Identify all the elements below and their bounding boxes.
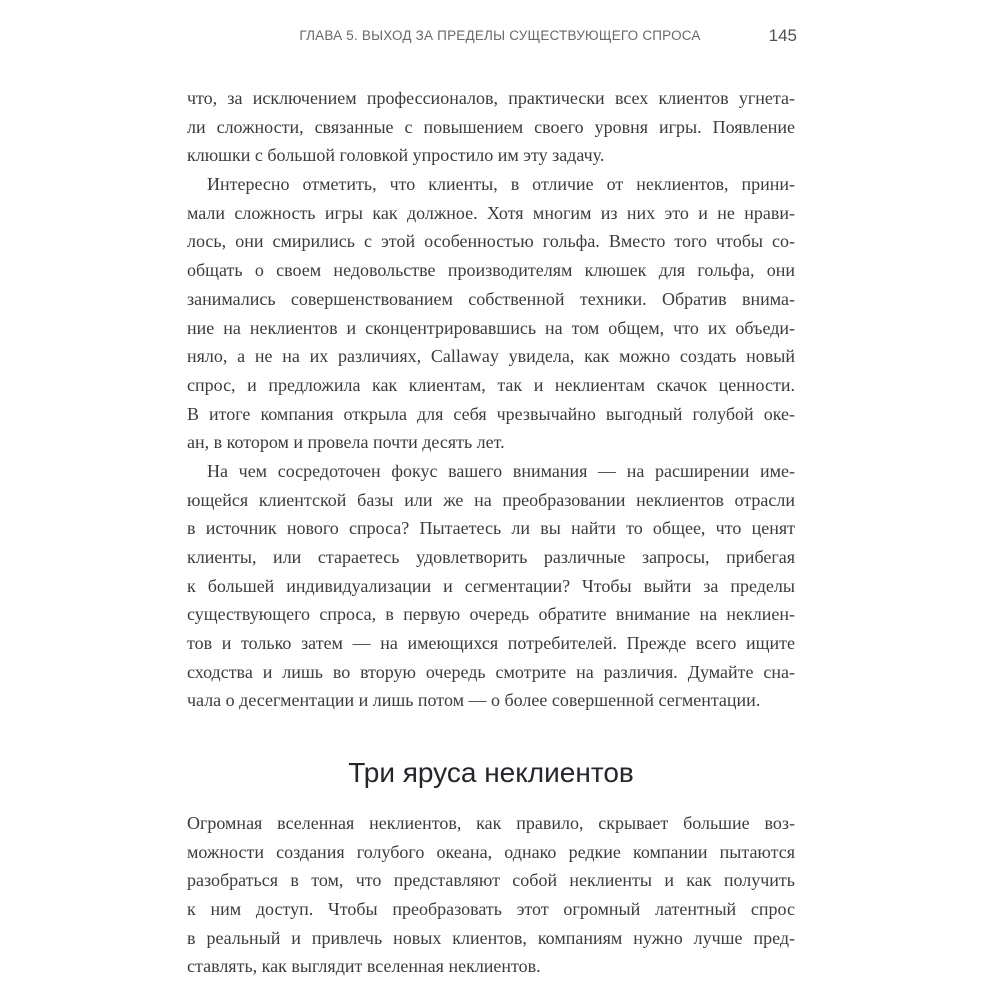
page-number: 145 <box>768 26 797 45</box>
text-line: клиенты, или стараетесь удовлетворить различные запросы, прибегая <box>187 547 795 567</box>
text-line: общать о своем недовольстве производителям клюшек для гольфа, они <box>187 260 795 281</box>
text-line: разобраться в том, что представляют собой неклиенты и как получить <box>187 870 795 891</box>
text-line: можности создания голубого океана, однако редкие компании пытаются <box>187 841 795 862</box>
text-line: к большей индивидуализации и сегментации? Чтобы выйти за пределы <box>187 575 795 596</box>
chapter-header-title: ГЛАВА 5. ВЫХОД ЗА ПРЕДЕЛЫ СУЩЕСТВУЮЩЕГО СПРОСА <box>299 28 701 43</box>
text-line: няло, а не на их различиях, Callaway увидела, как можно создать новый <box>187 346 795 367</box>
text-line: ставлять, как выглядит вселенная неклиентов. <box>187 956 541 977</box>
text-line: сходства и лишь во вторую очередь смотрите на различия. Думайте сна- <box>187 661 795 682</box>
text-line: в источник нового спроса? Пытаетесь ли вы найти то общее, что ценят <box>187 518 795 539</box>
text-line: существующего спроса, в первую очередь обратите внимание на неклиен- <box>187 604 795 625</box>
text-line: На чем сосредоточен фокус вашего внимания — на расширении име- <box>207 460 795 481</box>
section-text <box>187 809 795 981</box>
text-line: ан, в котором и провела почти десять лет. <box>187 432 505 453</box>
text-line: в реальный и привлечь новых клиентов, компаниям нужно лучше пред- <box>187 927 795 948</box>
text-line: к ним доступ. Чтобы преобразовать этот огромный латентный спрос <box>187 899 795 920</box>
section-heading: Три яруса неклиентов <box>348 757 634 788</box>
text-line: ющейся клиентской базы или же на преобразовании неклиентов отрасли <box>187 489 795 510</box>
text-line: ли сложности, связанные с повышением своего уровня игры. Появление <box>187 116 795 137</box>
text-line: Огромная вселенная неклиентов, как правило, скрывает большие воз- <box>187 813 795 833</box>
running-head <box>0 28 1000 48</box>
text-line: мали сложность игры как должное. Хотя многим из них это и не нрави- <box>187 202 795 223</box>
text-line: спрос, и предложила как клиентам, так и неклиентам скачок ценности. <box>187 374 795 395</box>
text-line: что, за исключением профессионалов, практически всех клиентов угнета- <box>187 88 795 108</box>
text-line: клюшки с большой головкой упростило им эту задачу. <box>187 145 605 166</box>
text-line: чала о десегментации и лишь потом — о более совершенной сегментации. <box>187 690 761 711</box>
text-line: тов и только затем — на имеющихся потребителей. Прежде всего ищите <box>187 633 795 654</box>
text-line: В итоге компания открыла для себя чрезвычайно выгодный голубой оке- <box>187 403 795 424</box>
body-text <box>187 84 795 715</box>
text-line: занимались совершенствованием собственной техники. Обратив внима- <box>187 288 795 309</box>
text-line: лось, они смирились с этой особенностью гольфа. Вместо того чтобы со- <box>187 231 795 252</box>
text-line: Интересно отметить, что клиенты, в отличие от неклиентов, прини- <box>207 174 795 195</box>
text-line: ние на неклиентов и сконцентрировавшись на том общем, что их объеди- <box>187 317 795 338</box>
